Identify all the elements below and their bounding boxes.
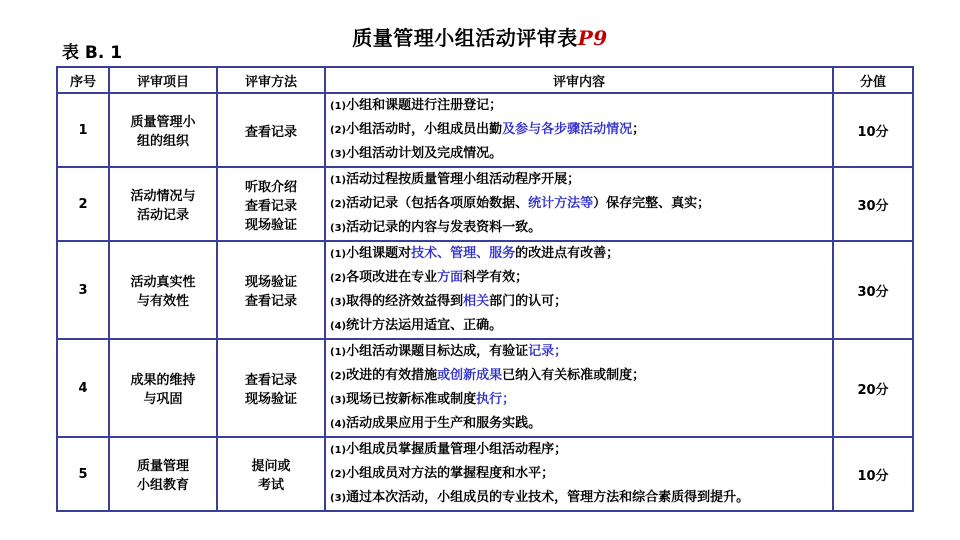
highlighted-text: 或创新成果 <box>437 368 503 383</box>
method-line: 现场验证 <box>244 275 297 290</box>
page-title <box>0 22 960 51</box>
content-line <box>330 388 830 412</box>
row-number-cell: 2 <box>57 167 109 241</box>
item-number: (3) <box>330 297 347 308</box>
content-line <box>330 192 830 216</box>
content-cell <box>325 437 833 511</box>
method-line: 考试 <box>257 478 284 493</box>
item-cell <box>109 241 217 339</box>
item-number: (2) <box>330 371 347 382</box>
content-text: 小组成员掌握质量管理小组活动程序； <box>346 442 568 457</box>
header-no: 序号 <box>57 67 109 93</box>
content-text: 统计方法运用适宜、正确。 <box>346 318 503 333</box>
content-line <box>330 412 830 436</box>
content-text: 小组课题对 <box>346 246 412 261</box>
content-text: 部门的认可； <box>489 294 568 309</box>
title-main: 质量管理小组活动评审表 <box>352 26 578 50</box>
item-number: (2) <box>330 125 347 136</box>
method-cell <box>217 339 325 437</box>
content-text: 各项改进在专业 <box>346 270 438 285</box>
score-cell: 10分 <box>833 437 913 511</box>
highlighted-text: 方面 <box>437 270 464 285</box>
content-text: 改进的有效措施 <box>346 368 438 383</box>
evaluation-table <box>56 66 914 512</box>
row-number-cell: 5 <box>57 437 109 511</box>
content-text: 的改进点有改善； <box>515 246 620 261</box>
content-line <box>330 462 830 486</box>
item-cell <box>109 93 217 167</box>
content-cell <box>325 339 833 437</box>
title-page-ref: P9 <box>577 26 608 50</box>
content-text: 小组和课题进行注册登记； <box>346 98 503 113</box>
content-cell <box>325 93 833 167</box>
table-row <box>57 93 913 167</box>
item-number: (2) <box>330 199 347 210</box>
highlighted-text: 及参与各步骤活动情况 <box>502 122 633 137</box>
item-number: (3) <box>330 149 347 160</box>
method-line: 查看记录 <box>244 294 297 309</box>
header-score: 分值 <box>833 67 913 93</box>
content-text: 活动成果应用于生产和服务实践。 <box>346 416 542 431</box>
item-line: 成果的维持 <box>130 373 196 388</box>
item-number: (3) <box>330 223 347 234</box>
item-number: (3) <box>330 395 347 406</box>
method-cell <box>217 241 325 339</box>
table-row <box>57 167 913 241</box>
content-line <box>330 94 830 118</box>
content-line <box>330 168 830 192</box>
method-cell <box>217 93 325 167</box>
item-number: (4) <box>330 321 347 332</box>
highlighted-text: 执行； <box>476 392 516 407</box>
content-text: 通过本次活动，小组成员的专业技术，管理方法和综合素质得到提升。 <box>346 490 750 505</box>
item-number: (2) <box>330 469 347 480</box>
table-label: 表 B. 1 <box>62 43 123 63</box>
row-number-cell: 1 <box>57 93 109 167</box>
method-line: 现场验证 <box>244 392 297 407</box>
content-line <box>330 340 830 364</box>
content-line <box>330 290 830 314</box>
content-cell <box>325 241 833 339</box>
method-line: 现场验证 <box>244 217 297 233</box>
content-text: 小组成员对方法的掌握程度和水平； <box>346 466 555 481</box>
item-line: 与有效性 <box>136 294 189 309</box>
highlighted-text: 相关 <box>463 294 490 309</box>
method-line: 提问或 <box>251 459 291 474</box>
content-line <box>330 142 830 166</box>
content-line <box>330 438 830 462</box>
item-number: (1) <box>330 175 347 186</box>
method-cell <box>217 437 325 511</box>
highlighted-text: 记录； <box>528 344 568 359</box>
item-cell <box>109 339 217 437</box>
item-number: (1) <box>330 347 347 358</box>
score-cell: 30分 <box>833 241 913 339</box>
item-number: (4) <box>330 419 347 430</box>
content-text: 现场已按新标准或制度 <box>346 392 477 407</box>
highlighted-text: 技术、管理、服务 <box>411 246 516 261</box>
content-cell <box>325 167 833 241</box>
content-text: 活动过程按质量管理小组活动程序开展； <box>346 172 581 187</box>
content-line <box>330 118 830 142</box>
item-line: 小组教育 <box>136 478 189 493</box>
content-line <box>330 242 830 266</box>
content-line <box>330 314 830 338</box>
item-cell <box>109 437 217 511</box>
content-text: 活动记录的内容与发表资料一致。 <box>346 220 542 235</box>
table-row <box>57 241 913 339</box>
item-line: 组的组织 <box>136 134 189 149</box>
row-number-cell: 3 <box>57 241 109 339</box>
item-line: 质量管理小 <box>130 115 196 130</box>
item-number: (1) <box>330 249 347 260</box>
score-cell: 30分 <box>833 167 913 241</box>
method-line: 听取介绍 <box>244 179 297 195</box>
score-cell: 20分 <box>833 339 913 437</box>
item-cell <box>109 167 217 241</box>
content-line <box>330 216 830 240</box>
highlighted-text: 统计方法等 <box>528 196 594 211</box>
content-text: 活动记录（包括各项原始数据、 <box>346 196 529 211</box>
method-line: 查看记录 <box>244 198 297 214</box>
table-row <box>57 339 913 437</box>
item-number: (1) <box>330 101 347 112</box>
score-cell: 10分 <box>833 93 913 167</box>
content-text: 小组活动时，小组成员出勤 <box>346 122 503 137</box>
content-text: 取得的经济效益得到 <box>346 294 464 309</box>
item-line: 活动情况与 <box>130 189 196 204</box>
content-text: 科学有效； <box>463 270 529 285</box>
item-line: 与巩固 <box>143 392 183 407</box>
content-line <box>330 266 830 290</box>
content-line <box>330 486 830 510</box>
header-method: 评审方法 <box>217 67 325 93</box>
item-line: 活动真实性 <box>130 275 196 290</box>
table-row <box>57 437 913 511</box>
item-number: (1) <box>330 445 347 456</box>
method-line: 查看记录 <box>244 124 297 140</box>
item-line: 活动记录 <box>136 208 189 223</box>
header-row <box>57 67 913 93</box>
content-line <box>330 364 830 388</box>
content-text: 小组活动课题目标达成，有验证 <box>346 344 529 359</box>
method-cell <box>217 167 325 241</box>
row-number-cell: 4 <box>57 339 109 437</box>
item-number: (3) <box>330 493 347 504</box>
content-text: 小组活动计划及完成情况。 <box>346 146 503 161</box>
header-item: 评审项目 <box>109 67 217 93</box>
item-line: 质量管理 <box>136 459 189 474</box>
item-number: (2) <box>330 273 347 284</box>
method-line: 查看记录 <box>244 373 297 388</box>
content-text: ）保存完整、真实； <box>593 196 711 211</box>
content-text: ； <box>632 122 646 137</box>
content-text: 已纳入有关标准或制度； <box>502 368 646 383</box>
header-content: 评审内容 <box>325 67 833 93</box>
